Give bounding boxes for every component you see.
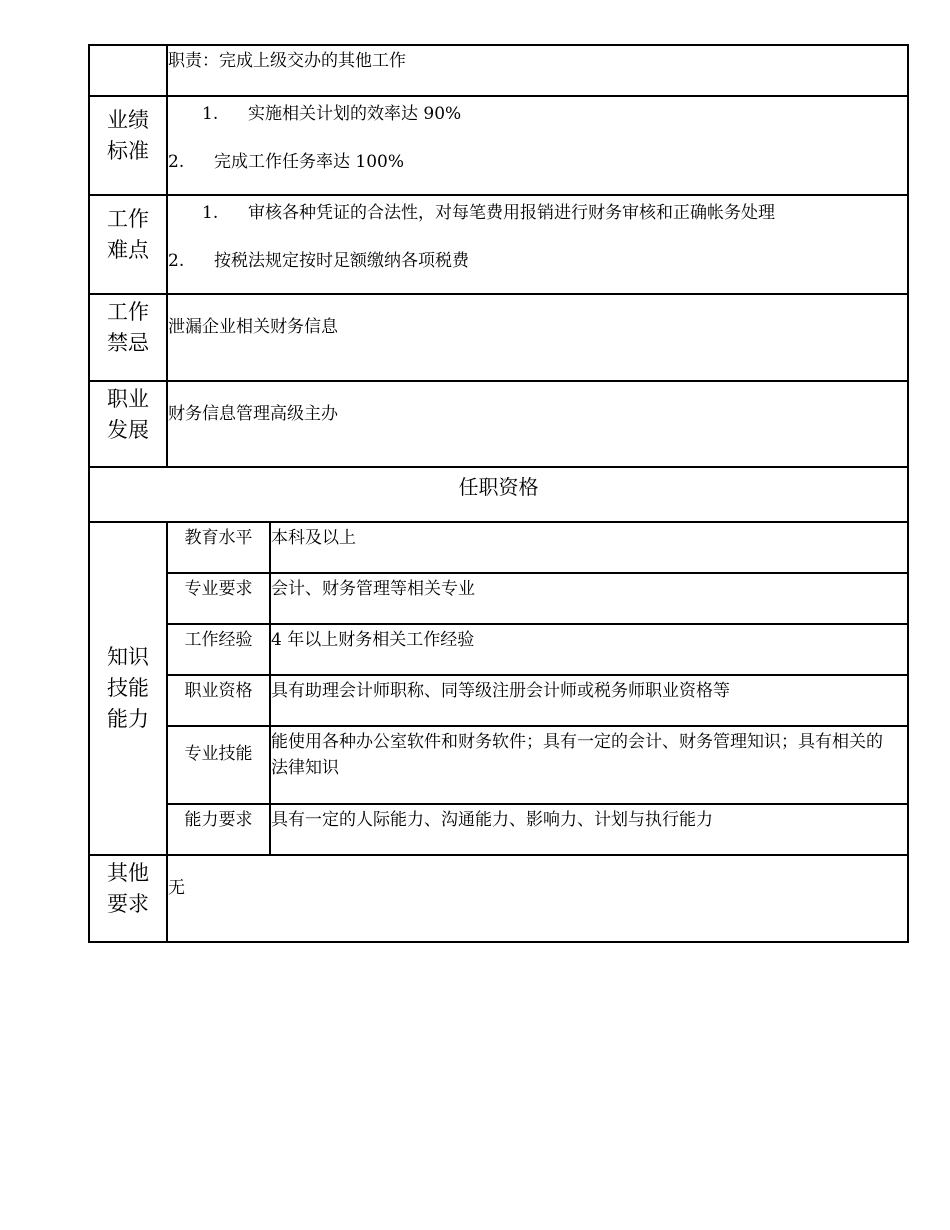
- career-content: [167, 381, 908, 467]
- difficulties-label: [89, 195, 167, 294]
- knowledge-row-major: [89, 573, 908, 624]
- performance-item-1: [168, 101, 907, 127]
- forbidden-content: [167, 294, 908, 381]
- career-row: [89, 381, 908, 467]
- duty-label-cell: [89, 45, 167, 96]
- qualifications-header-row: [89, 467, 908, 522]
- major-value: 会计、财务管理等相关专业: [270, 573, 908, 624]
- forbidden-row: [89, 294, 908, 381]
- job-description-table: [88, 44, 909, 943]
- other-content: [167, 855, 908, 942]
- major-label: 专业要求: [167, 573, 270, 624]
- skills-value: 能使用各种办公室软件和财务软件；具有一定的会计、财务管理知识；具有相关的法律知识: [270, 726, 908, 804]
- difficulties-content: [167, 195, 908, 294]
- difficulties-item-2-text: 按税法规定按时足额缴纳各项税费: [214, 251, 469, 271]
- other-row: [89, 855, 908, 942]
- duty-row: [89, 45, 908, 96]
- difficulties-item-1-num: 1.: [202, 203, 219, 223]
- knowledge-row-abilities: [89, 804, 908, 855]
- career-text: 财务信息管理高级主办: [168, 404, 338, 424]
- job-description-page: [88, 44, 907, 943]
- difficulties-item-2: [168, 248, 907, 274]
- performance-item-2: [168, 149, 907, 175]
- education-label: 教育水平: [167, 522, 270, 573]
- abilities-value: 具有一定的人际能力、沟通能力、影响力、计划与执行能力: [270, 804, 908, 855]
- forbidden-text: 泄漏企业相关财务信息: [168, 317, 338, 337]
- skills-label: 专业技能: [167, 726, 270, 804]
- forbidden-label-text: 工作禁忌: [107, 300, 149, 355]
- abilities-label: 能力要求: [167, 804, 270, 855]
- performance-item-2-num: 2.: [168, 152, 185, 172]
- other-label-text: 其他要求: [107, 861, 149, 916]
- performance-label-text: 业绩标准: [107, 108, 149, 163]
- career-label: [89, 381, 167, 467]
- difficulties-row: [89, 195, 908, 294]
- difficulties-item-2-num: 2.: [168, 251, 185, 271]
- certification-value: 具有助理会计师职称、同等级注册会计师或税务师职业资格等: [270, 675, 908, 726]
- performance-label: [89, 96, 167, 195]
- difficulties-label-text: 工作难点: [107, 207, 149, 262]
- other-text: 无: [168, 878, 185, 898]
- difficulties-item-1: [168, 200, 907, 226]
- performance-item-1-text: 实施相关计划的效率达 90%: [248, 104, 462, 124]
- performance-item-2-text: 完成工作任务率达 100%: [214, 152, 405, 172]
- forbidden-label: [89, 294, 167, 381]
- career-label-text: 职业发展: [107, 387, 149, 442]
- performance-row: [89, 96, 908, 195]
- performance-content: [167, 96, 908, 195]
- knowledge-row-experience: [89, 624, 908, 675]
- knowledge-label: [89, 522, 167, 855]
- experience-label: 工作经验: [167, 624, 270, 675]
- other-label: [89, 855, 167, 942]
- knowledge-label-text: 知识技能能力: [107, 645, 149, 731]
- knowledge-row-skills: [89, 726, 908, 804]
- experience-value: 4 年以上财务相关工作经验: [270, 624, 908, 675]
- duty-content-cell: [167, 45, 908, 96]
- performance-item-1-num: 1.: [202, 104, 219, 124]
- certification-label: 职业资格: [167, 675, 270, 726]
- knowledge-row-education: [89, 522, 908, 573]
- education-value: 本科及以上: [270, 522, 908, 573]
- difficulties-item-1-text: 审核各种凭证的合法性，对每笔费用报销进行财务审核和正确帐务处理: [248, 203, 775, 223]
- qualifications-title: 任职资格: [89, 467, 908, 522]
- knowledge-row-certification: [89, 675, 908, 726]
- duty-text: 职责：完成上级交办的其他工作: [168, 51, 406, 71]
